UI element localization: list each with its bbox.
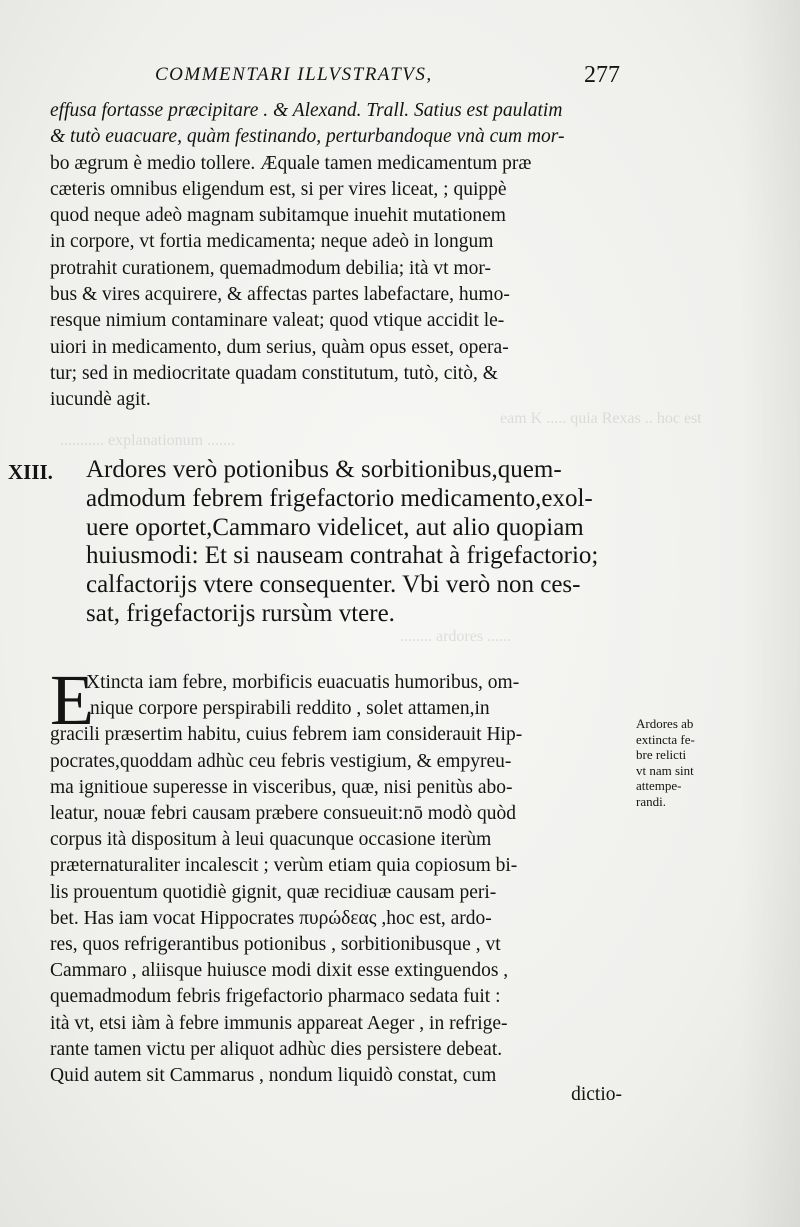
text-line: quemadmodum febris frigefactorio pharmaco sedata fuit : (50, 986, 501, 1008)
text-line: bus & vires acquirere, & affectas partes labefactare, humo- (50, 284, 510, 306)
margin-note-line: randi. (636, 793, 666, 809)
show-through-text: ........ ardores ...... (400, 628, 512, 645)
page-number: 277 (584, 62, 620, 88)
page-edge-shadow (740, 0, 800, 1227)
text-line: cæteris omnibus eligendum est, si per vires liceat, ; quippè (50, 178, 507, 200)
aphorism-line: admodum febrem frigefactorio medicamento,exol- (86, 484, 593, 512)
text-line: ità vt, etsi iàm à febre immunis appareat Aeger , in refrige- (50, 1012, 508, 1034)
aphorism-text (86, 456, 626, 629)
text-line: ma ignitioue superesse in visceribus, quæ, nisi penitùs abo- (50, 776, 513, 798)
running-head: COMMENTARI ILLVSTRATVS, (155, 64, 433, 85)
text-line: quod neque adeò magnam subitamque inuehit mutationem (50, 205, 506, 227)
text-line: lis prouentum quotidiè gignit, quæ recidiuæ causam peri- (50, 881, 497, 903)
text-line: præternaturaliter incalescit ; verùm etiam quia copiosum bi- (50, 855, 518, 877)
text-line: bo ægrum è medio tollere. Æquale tamen medicamentum præ (50, 152, 532, 174)
commentary-text (50, 660, 624, 1089)
text-line: effusa fortasse præcipitare . & Alexand. Trall. Satius est paulatim (50, 100, 563, 121)
text-line: uiori in medicamento, dum serius, quàm opus esset, opera- (50, 336, 509, 358)
catchword: dictio- (571, 1084, 622, 1105)
text-line: in corpore, vt fortia medicamenta; neque adeò in longum (50, 231, 494, 253)
text-line: rante tamen victu per aliquot adhùc dies persistere debeat. (50, 1038, 503, 1060)
text-line: resque nimium contaminare valeat; quod vtique accidit le- (50, 310, 505, 332)
text-line: protrahit curationem, quemadmodum debilia; ità vt mor- (50, 257, 491, 279)
text-line: iucundè agit. (50, 389, 151, 411)
margin-note (636, 716, 726, 809)
aphorism-line: sat, frigefactorijs rursùm vtere. (86, 599, 395, 627)
text-line: gracili præsertim habitu, cuius febrem iam considerauit Hip- (50, 724, 523, 746)
margin-note-line: vt nam sint (636, 762, 694, 778)
margin-note-line: attempe- (636, 778, 682, 793)
aphorism-line: huiusmodi: Et si nauseam contrahat à frigefactorio; (86, 542, 599, 570)
text-line: bet. Has iam vocat Hippocrates πυρώδεας ,hoc est, ardo- (50, 907, 492, 929)
text-line: leatur, nouæ febri causam præbere consueuit:nō modò quòd (50, 803, 517, 825)
text-line: pocrates,quoddam adhùc ceu febris vestigium, & empyreu- (50, 750, 512, 772)
text-line: Xtincta iam febre, morbificis euacuatis humoribus, om- (86, 672, 520, 693)
text-line: tur; sed in mediocritate quadam constitutum, tutò, citò, & (50, 362, 498, 384)
aphorism-line: calfactorijs vtere consequenter. Vbi verò non ces- (86, 571, 581, 599)
show-through-text: eam K ..... quia Rexas .. hoc est (500, 410, 702, 427)
section-number: XIII. (8, 460, 53, 484)
aphorism-line: uere oportet,Cammaro videlicet, aut alio quopiam (86, 513, 584, 541)
text-line: Cammaro , aliisque huiusce modi dixit esse extinguendos , (50, 960, 509, 982)
margin-note-line: Ardores ab (636, 716, 694, 731)
show-through-text: ........... explanationum ....... (60, 432, 236, 449)
drop-cap: E (50, 660, 94, 740)
text-line: res, quos refrigerantibus potionibus , sorbitionibusque , vt (50, 934, 501, 956)
aphorism-line: Ardores verò potionibus & sorbitionibus,quem- (86, 456, 562, 483)
text-line: & tutò euacuare, quàm festinando, perturbandoque vnà cum mor- (50, 126, 565, 148)
commentary-continued (50, 98, 622, 414)
margin-note-line: bre relicti (636, 747, 687, 762)
margin-note-line: extincta fe- (636, 731, 695, 747)
page-header (60, 62, 620, 98)
text-line: nique corpore perspirabili reddito , solet attamen,in (90, 698, 490, 720)
text-line: Quid autem sit Cammarus , nondum liquidò constat, cum (50, 1065, 497, 1087)
text-line: corpus ità dispositum à leui quacunque occasione iterùm (50, 829, 492, 851)
